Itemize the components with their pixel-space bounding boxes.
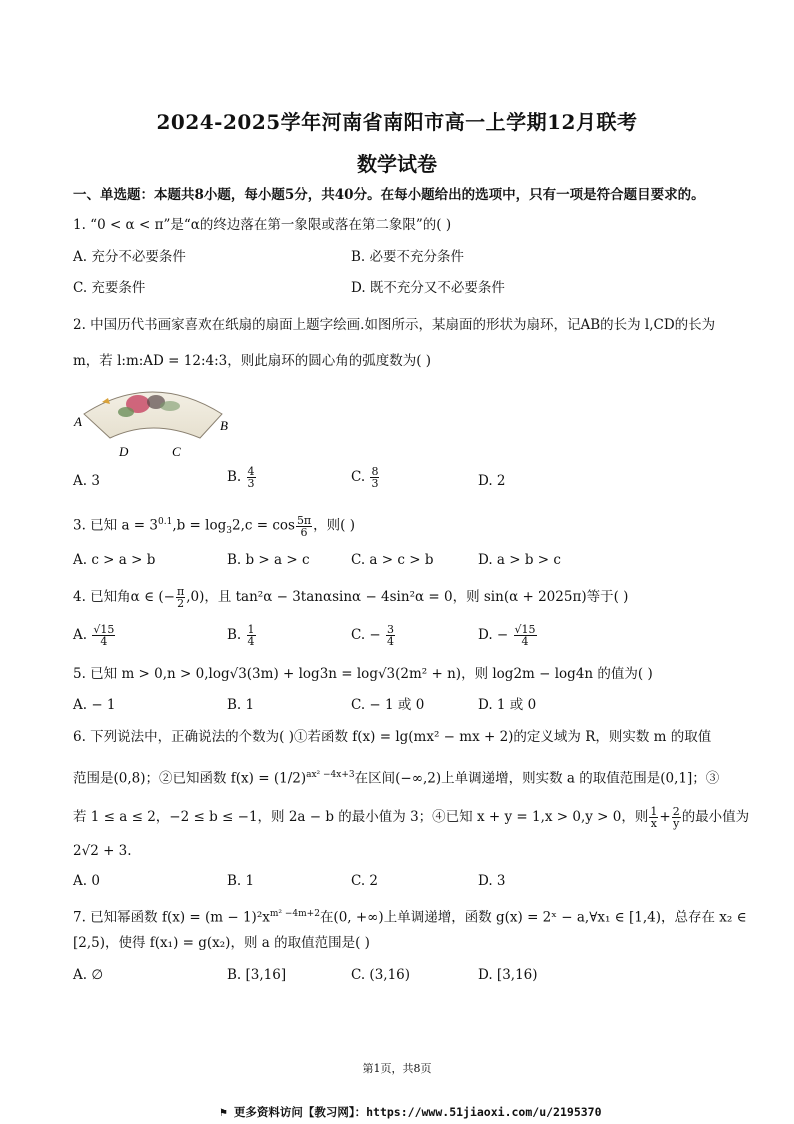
q1-stem: 1. “0 < α < π”是“α的终边落在第一象限或落在第二象限”的( ) [73,217,452,233]
q1-option-d: D. 既不充分又不必要条件 [351,280,505,296]
section-heading: 一、单选题：本题共8小题，每小题5分，共40分。在每小题给出的选项中，只有一项是符合题目要求的。 [73,187,705,203]
q5-option-c: C. − 1 或 0 [351,697,425,713]
q3-option-a: A. c > a > b [73,552,156,568]
promo-link[interactable]: ⚑ 更多资料访问【教习网】：https://www.51jiaoxi.com/u/2195370 [220,1105,602,1119]
q6-line3: 若 1 ≤ a ≤ 2，−2 ≤ b ≤ −1，则 2a − b 的最小值为 3；④已知 x + y = 1,x > 0,y > 0，则 $\frac{1}{x}$ + $\frac{2}{y}$ 的最小值为 [73,805,750,830]
q6-line4: 2√2 + 3. [73,843,132,859]
q1-option-c: C. 充要条件 [73,280,146,296]
fan-label-c: C [172,444,181,459]
q4-option-c: C. − $\frac{3}{4}$ [351,623,395,648]
q3-option-b: B. b > a > c [227,552,310,568]
q5-option-a: A. − 1 [73,697,116,713]
q7-option-b: B. [3,16] [227,967,287,983]
q5-option-d: D. 1 或 0 [478,697,537,713]
q6-line1: 6. 下列说法中，正确说法的个数为( )①若函数 f(x) = lg(mx² − mx + 2)的定义域为 R，则实数 m 的取值 [73,729,712,745]
fan-label-d: D [119,444,129,459]
q2-option-b: B. $\frac{4}{3}$ [227,465,255,490]
q5-stem: 5. 已知 m > 0,n > 0,log√3(3m) + log3n = log√3(2m² + n)，则 log2m − log4n 的值为( ) [73,666,653,682]
page-number: 第1页，共8页 [362,1062,432,1075]
q6-option-a: A. 0 [73,873,100,889]
q4-option-b: B. $\frac{1}{4}$ [227,623,255,648]
q7-line1: 7. 已知幂函数 $f(x) = (m - 1)^2x^{m^2 -4m+2}$在(0, +∞)上单调递增，函数 g(x) = 2ˣ − a,∀x₁ ∈ [1,4)，总存在 x₂ ∈ [73,909,747,926]
q4-option-a: A. $\frac{√15}{4}$ [73,623,115,648]
q2-option-d: D. 2 [478,473,506,489]
q2-option-c: C. $\frac{8}{3}$ [351,465,379,490]
exam-title: 2024-2025学年河南省南阳市高一上学期12月联考 [156,110,638,134]
q7-option-d: D. [3,16) [478,967,538,983]
fan-label-b: B [220,418,228,433]
fan-figure [72,376,242,462]
q7-line2: [2,5)，使得 f(x₁) = g(x₂)，则 a 的取值范围是( ) [73,935,370,951]
q4-option-d: D. − $\frac{√15}{4}$ [478,623,536,648]
q5-option-b: B. 1 [227,697,255,713]
fan-label-a: A [74,414,82,429]
q3-option-c: C. a > c > b [351,552,434,568]
q2-stem-line2: m，若 l:m:AD = 12:4:3，则此扇环的圆心角的弧度数为( ) [73,353,432,369]
flag-icon: ⚑ [220,1105,234,1119]
q6-option-b: B. 1 [227,873,255,889]
q3-stem: 3. 已知 $a = 3^{0.1},b = \log_32,c = \cos$ $\frac{5\pi}{6}$ ，则( ) [73,513,355,539]
q6-line2: 范围是(0,8)；②已知函数 $f(x) = (1/2)^{ax^2 -4x+3}$在区间(−∞,2)上单调递增，则实数 a 的取值范围是(0,1]；③ [73,770,720,787]
q6-option-d: D. 3 [478,873,506,889]
exam-subtitle: 数学试卷 [357,152,437,176]
q1-option-a: A. 充分不必要条件 [73,249,186,265]
q7-option-c: C. (3,16) [351,967,411,983]
q3-option-d: D. a > b > c [478,552,561,568]
q6-option-c: C. 2 [351,873,379,889]
q1-option-b: B. 必要不充分条件 [351,249,465,265]
q7-option-a: A. ∅ [73,967,104,983]
q2-option-a: A. 3 [73,473,100,489]
q4-stem: 4. 已知角α ∈ (− $\frac{\pi}{2}$ ,0)，且 tan²α − 3tanαsinα − 4sin²α = 0，则 sin(α + 2025π)等于( ) [73,585,629,610]
q2-stem-line1: 2. 中国历代书画家喜欢在纸扇的扇面上题字绘画.如图所示，某扇面的形状为扇环，记AB的长为 l,CD的长为 [73,317,716,333]
